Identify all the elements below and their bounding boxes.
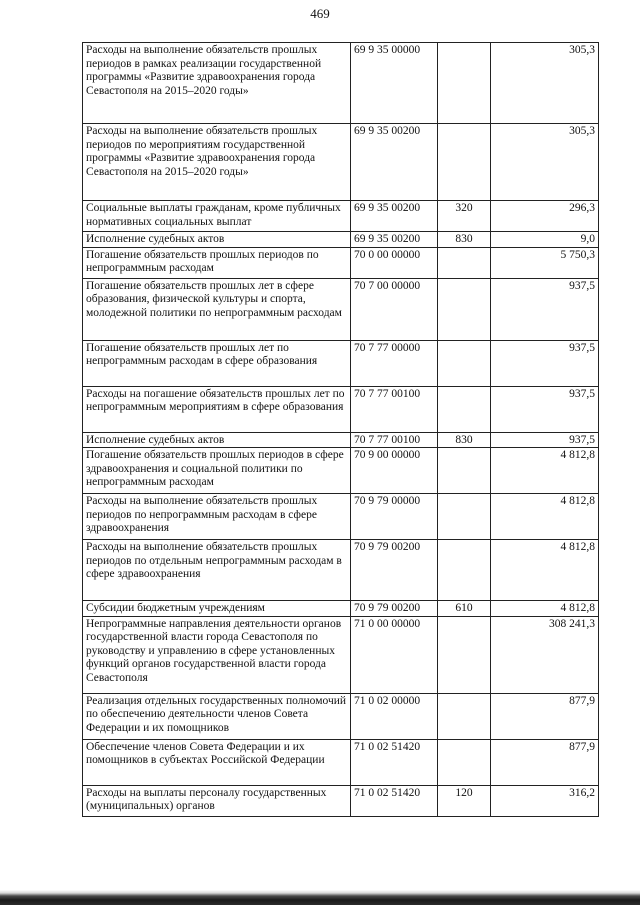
row-name: Исполнение судебных актов <box>83 232 351 248</box>
row-code: 71 0 00 00000 <box>351 616 438 693</box>
row-expense-type <box>438 386 491 432</box>
row-name: Погашение обязательств прошлых периодов в сфере здравоохранения и социальной политики по непрограммным расходам <box>83 448 351 494</box>
table-row <box>83 432 599 448</box>
row-code: 70 9 79 00000 <box>351 494 438 540</box>
row-sum: 4 812,8 <box>491 494 599 540</box>
row-code: 70 9 00 00000 <box>351 448 438 494</box>
row-expense-type: 830 <box>438 232 491 248</box>
row-code: 69 9 35 00000 <box>351 43 438 124</box>
row-code: 70 7 77 00100 <box>351 432 438 448</box>
row-name: Социальные выплаты гражданам, кроме публичных нормативных социальных выплат <box>83 201 351 232</box>
row-expense-type <box>438 278 491 340</box>
table-row <box>83 739 599 785</box>
row-sum: 877,9 <box>491 693 599 739</box>
table-row <box>83 494 599 540</box>
table-row <box>83 386 599 432</box>
table-row <box>83 693 599 739</box>
row-sum: 5 750,3 <box>491 247 599 278</box>
page-number: 469 <box>310 6 330 21</box>
row-expense-type <box>438 247 491 278</box>
table-row <box>83 43 599 124</box>
row-code: 70 7 77 00000 <box>351 340 438 386</box>
row-name: Обеспечение членов Совета Федерации и их помощников в субъектах Российской Федерации <box>83 739 351 785</box>
row-code: 69 9 35 00200 <box>351 201 438 232</box>
row-sum: 308 241,3 <box>491 616 599 693</box>
row-sum: 4 812,8 <box>491 540 599 601</box>
table-row <box>83 232 599 248</box>
row-code: 70 9 79 00200 <box>351 601 438 617</box>
table-row <box>83 540 599 601</box>
row-name: Реализация отдельных государственных полномочий по обеспечению деятельности членов Совета Федерации и их помощников <box>83 693 351 739</box>
row-code: 70 0 00 00000 <box>351 247 438 278</box>
table-row <box>83 340 599 386</box>
row-sum: 937,5 <box>491 432 599 448</box>
table-row <box>83 278 599 340</box>
row-expense-type <box>438 448 491 494</box>
row-sum: 937,5 <box>491 386 599 432</box>
row-name: Расходы на выполнение обязательств прошлых периодов в рамках реализации государственной программы «Развитие здравоохранения города Севастополя на 2015–2020 годы» <box>83 43 351 124</box>
row-code: 69 9 35 00200 <box>351 232 438 248</box>
row-sum: 937,5 <box>491 340 599 386</box>
row-sum: 877,9 <box>491 739 599 785</box>
row-code: 70 9 79 00200 <box>351 540 438 601</box>
row-expense-type: 320 <box>438 201 491 232</box>
row-sum: 937,5 <box>491 278 599 340</box>
row-name: Расходы на выполнение обязательств прошлых периодов по непрограммным расходам в сфере здравоохранения <box>83 494 351 540</box>
table-row <box>83 201 599 232</box>
row-name: Погашение обязательств прошлых периодов по непрограммным расходам <box>83 247 351 278</box>
row-name: Непрограммные направления деятельности органов государственной власти города Севастополя по руководству и управлению в сфере установленных функций органов государственной власти города Севастополя <box>83 616 351 693</box>
row-sum: 296,3 <box>491 201 599 232</box>
row-expense-type <box>438 340 491 386</box>
row-expense-type <box>438 494 491 540</box>
row-expense-type: 610 <box>438 601 491 617</box>
row-sum: 4 812,8 <box>491 448 599 494</box>
row-expense-type: 830 <box>438 432 491 448</box>
row-code: 71 0 02 00000 <box>351 693 438 739</box>
row-code: 70 7 77 00100 <box>351 386 438 432</box>
row-sum: 9,0 <box>491 232 599 248</box>
row-name: Расходы на выплаты персоналу государственных (муниципальных) органов <box>83 785 351 816</box>
row-expense-type <box>438 616 491 693</box>
row-sum: 316,2 <box>491 785 599 816</box>
row-name: Субсидии бюджетным учреждениям <box>83 601 351 617</box>
row-sum: 4 812,8 <box>491 601 599 617</box>
scan-edge-strip <box>0 890 640 905</box>
row-expense-type <box>438 43 491 124</box>
row-name: Погашение обязательств прошлых лет в сфере образования, физической культуры и спорта, молодежной политики по непрограммным расходам <box>83 278 351 340</box>
row-code: 71 0 02 51420 <box>351 785 438 816</box>
row-code: 71 0 02 51420 <box>351 739 438 785</box>
table-row <box>83 601 599 617</box>
row-name: Расходы на погашение обязательств прошлых лет по непрограммным мероприятиям в сфере образования <box>83 386 351 432</box>
row-expense-type <box>438 540 491 601</box>
table-row <box>83 448 599 494</box>
row-expense-type: 120 <box>438 785 491 816</box>
row-expense-type <box>438 739 491 785</box>
row-name: Расходы на выполнение обязательств прошлых периодов по мероприятиям государственной программы «Развитие здравоохранения города Севастополя на 2015–2020 годы» <box>83 124 351 201</box>
row-expense-type <box>438 693 491 739</box>
row-expense-type <box>438 124 491 201</box>
table-row <box>83 616 599 693</box>
row-sum: 305,3 <box>491 43 599 124</box>
table-row <box>83 785 599 816</box>
row-name: Расходы на выполнение обязательств прошлых периодов по отдельным непрограммным расходам в сфере здравоохранения <box>83 540 351 601</box>
row-name: Погашение обязательств прошлых лет по непрограммным расходам в сфере образования <box>83 340 351 386</box>
row-code: 69 9 35 00200 <box>351 124 438 201</box>
table-row <box>83 247 599 278</box>
row-code: 70 7 00 00000 <box>351 278 438 340</box>
row-sum: 305,3 <box>491 124 599 201</box>
table-row <box>83 124 599 201</box>
budget-table <box>82 42 599 817</box>
row-name: Исполнение судебных актов <box>83 432 351 448</box>
